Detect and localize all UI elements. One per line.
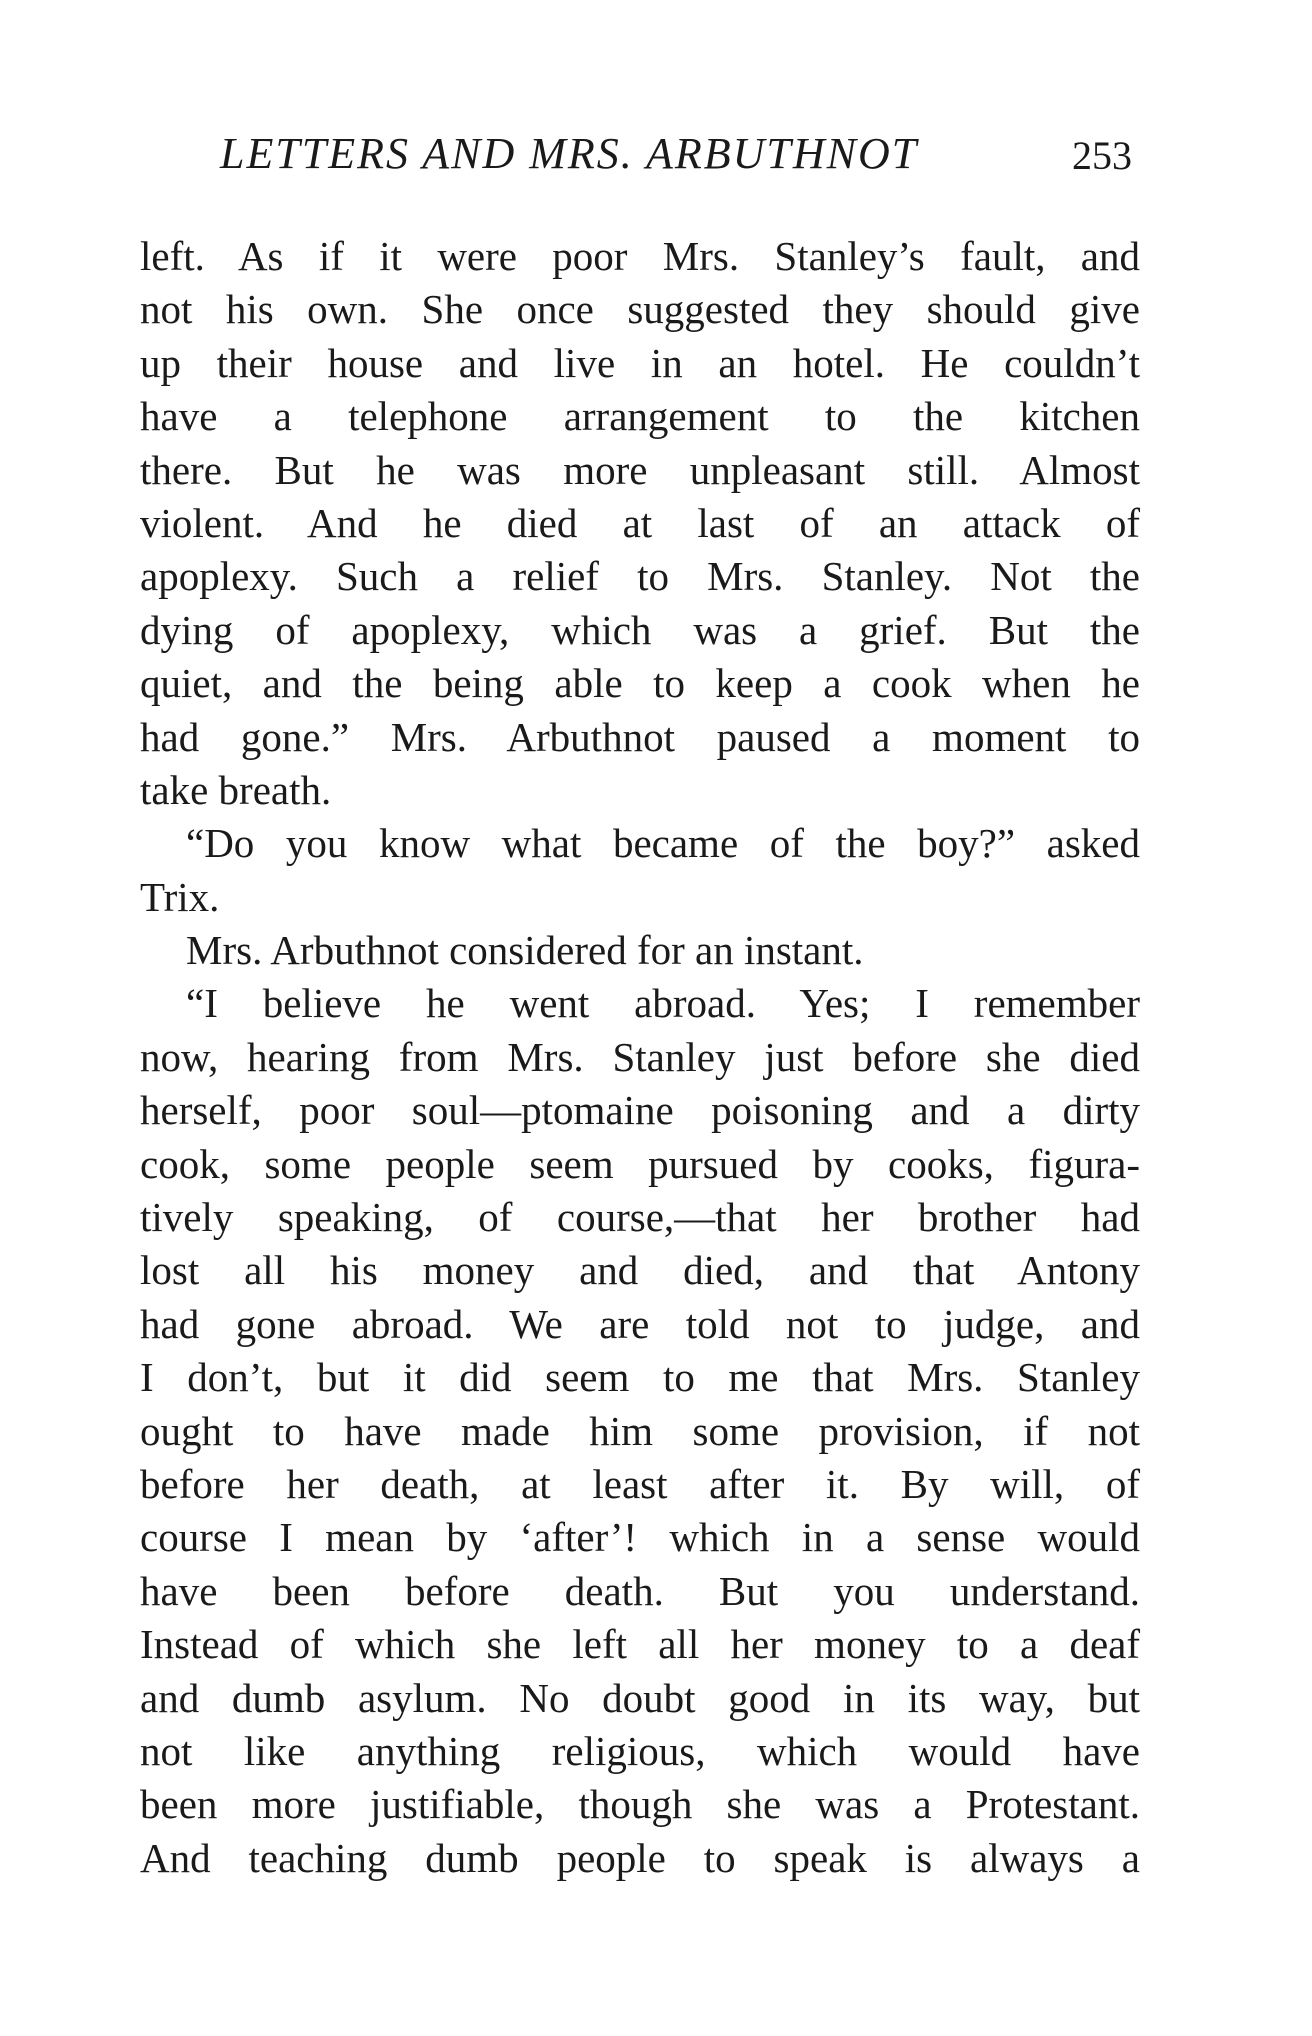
text-line: violent. And he died at last of an attack of (140, 499, 1140, 546)
page-header (140, 128, 1140, 188)
text-line: been more justifiable, though she was a Protestant. (140, 1781, 1140, 1828)
text-line: have a telephone arrangement to the kitchen (140, 393, 1140, 440)
text-line: apoplexy. Such a relief to Mrs. Stanley. Not the (140, 553, 1140, 600)
text-line: “Do you know what became of the boy?” asked (186, 820, 1140, 867)
page-number: 253 (1072, 133, 1132, 178)
text-line: “I believe he went abroad. Yes; I remember (186, 980, 1140, 1027)
text-line: cook, some people seem pursued by cooks, figura- (140, 1140, 1140, 1187)
text-line: Instead of which she left all her money to a deaf (140, 1621, 1140, 1668)
text-line: and dumb asylum. No doubt good in its way, but (140, 1674, 1140, 1721)
text-line: up their house and live in an hotel. He couldn’t (140, 339, 1140, 386)
text-line: And teaching dumb people to speak is always a (140, 1834, 1140, 1881)
text-line: Trix. (140, 873, 220, 920)
text-line: ought to have made him some provision, if not (140, 1407, 1140, 1454)
text-line: I don’t, but it did seem to me that Mrs. Stanley (140, 1354, 1140, 1401)
text-line: Mrs. Arbuthnot considered for an instant. (186, 927, 864, 974)
text-line: tively speaking, of course,—that her brother had (140, 1194, 1140, 1241)
text-line: herself, poor soul—ptomaine poisoning and a dirty (140, 1087, 1140, 1134)
text-line: dying of apoplexy, which was a grief. But the (140, 606, 1140, 653)
text-line: not his own. She once suggested they should give (140, 286, 1140, 333)
text-line: now, hearing from Mrs. Stanley just before she died (140, 1033, 1140, 1080)
text-line: course I mean by ‘after’! which in a sense would (140, 1514, 1140, 1561)
text-line: had gone.” Mrs. Arbuthnot paused a moment to (140, 713, 1140, 760)
text-line: before her death, at least after it. By will, of (140, 1460, 1140, 1507)
running-title: LETTERS AND MRS. ARBUTHNOT (220, 129, 919, 178)
body-text (140, 230, 1140, 1885)
text-line: lost all his money and died, and that Antony (140, 1247, 1140, 1294)
text-line: have been before death. But you understand. (140, 1567, 1140, 1614)
text-line: had gone abroad. We are told not to judge, and (140, 1300, 1140, 1347)
text-line: there. But he was more unpleasant still. Almost (140, 446, 1140, 493)
text-line: left. As if it were poor Mrs. Stanley’s fault, and (140, 233, 1140, 279)
text-line: quiet, and the being able to keep a cook when he (140, 660, 1140, 707)
text-line: take breath. (140, 766, 332, 813)
text-line: not like anything religious, which would have (140, 1727, 1140, 1774)
